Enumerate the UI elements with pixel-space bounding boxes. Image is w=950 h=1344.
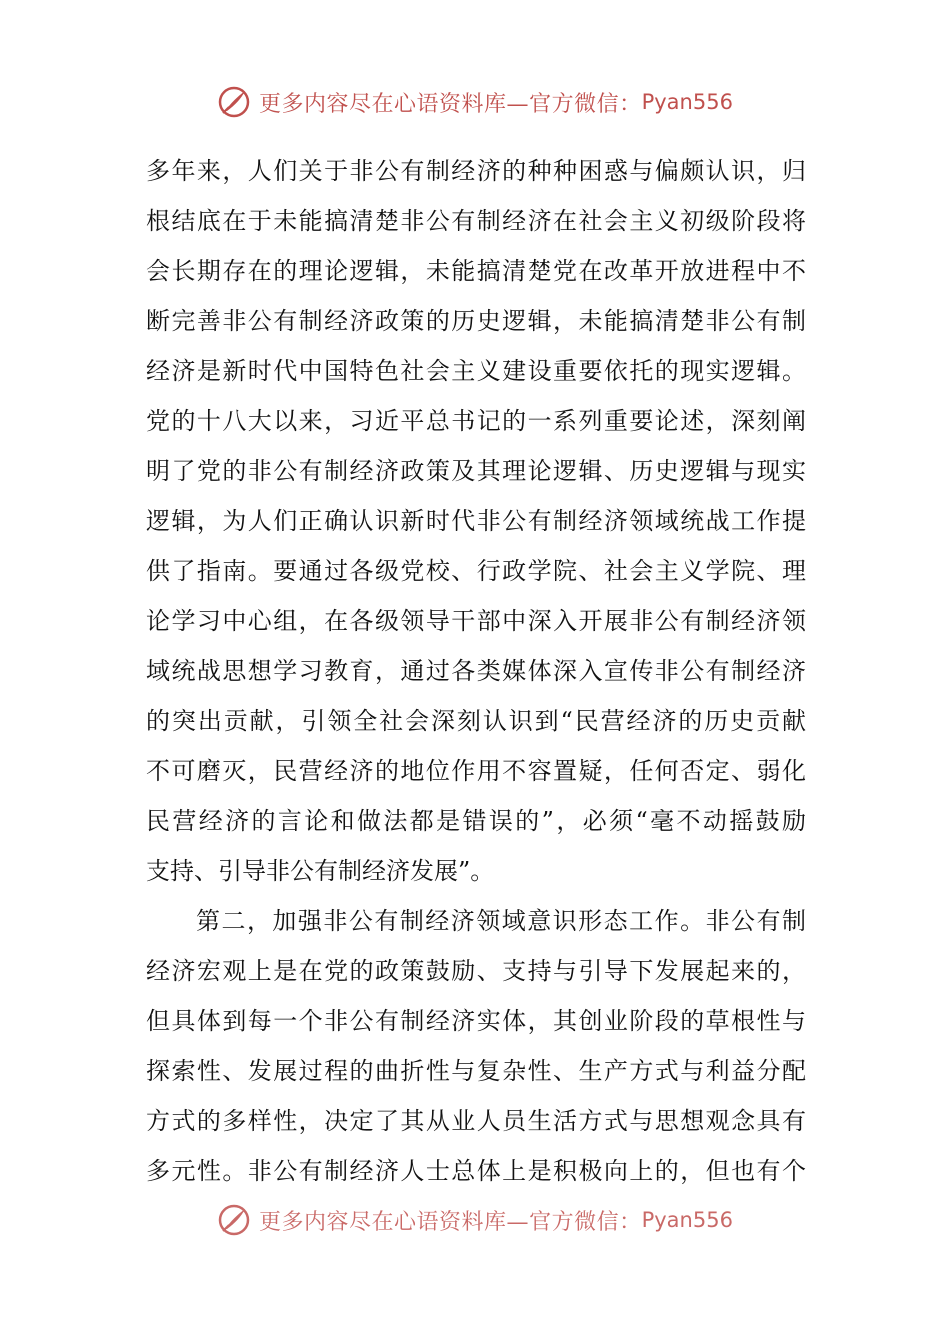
text-line: 经济宏观上是在党的政策鼓励、支持与引导下发展起来的， [146, 957, 806, 985]
text-line: 民营经济的言论和做法都是错误的”，必须“毫不动摇鼓励 [146, 807, 806, 835]
text-line: 多年来，人们关于非公有制经济的种种困惑与偏颇认识，归 [146, 157, 806, 185]
page-header [0, 82, 950, 122]
header-brand-text: 更多内容尽在心语资料库— [259, 91, 530, 117]
text-line: 不可磨灭，民营经济的地位作用不容置疑，任何否定、弱化 [146, 757, 806, 785]
text-line: 但具体到每一个非公有制经济实体，其创业阶段的草根性与 [146, 1007, 806, 1035]
text-line: 明了党的非公有制经济政策及其理论逻辑、历史逻辑与现实 [146, 457, 806, 485]
text-line: 根结底在于未能搞清楚非公有制经济在社会主义初级阶段将 [146, 207, 806, 235]
text-line: 逻辑，为人们正确认识新时代非公有制经济领域统战工作提 [146, 507, 806, 535]
pen-feather-logo-icon [217, 1203, 251, 1237]
paragraph-1 [146, 146, 806, 896]
text-line: 断完善非公有制经济政策的历史逻辑，未能搞清楚非公有制 [146, 307, 806, 335]
footer-brand-text: 更多内容尽在心语资料库— [259, 1209, 530, 1235]
text-line: 论学习中心组，在各级领导干部中深入开展非公有制经济领 [146, 607, 806, 635]
pen-feather-logo-icon [217, 85, 251, 119]
text-line: 的突出贡献，引领全社会深刻认识到“民营经济的历史贡献 [146, 707, 806, 735]
text-line: 会长期存在的理论逻辑，未能搞清楚党在改革开放进程中不 [146, 257, 806, 285]
page-footer [0, 1200, 950, 1240]
document-body [146, 146, 806, 1196]
text-line: 方式的多样性，决定了其从业人员生活方式与思想观念具有 [146, 1107, 806, 1135]
text-line: 域统战思想学习教育，通过各类媒体深入宣传非公有制经济 [146, 657, 806, 685]
text-line: 党的十八大以来，习近平总书记的一系列重要论述，深刻阐 [146, 407, 806, 435]
text-line: 经济是新时代中国特色社会主义建设重要依托的现实逻辑。 [146, 357, 806, 385]
header-wechat-label: 官方微信： [529, 91, 642, 117]
paragraph-2 [146, 896, 806, 1196]
text-line: 探索性、发展过程的曲折性与复杂性、生产方式与利益分配 [146, 1057, 806, 1085]
header-wechat-id: Pyan556 [641, 90, 733, 114]
footer-wechat-label: 官方微信： [529, 1209, 642, 1235]
text-line: 第二，加强非公有制经济领域意识形态工作。非公有制 [196, 907, 806, 935]
text-line: 多元性。非公有制经济人士总体上是积极向上的，但也有个 [146, 1157, 806, 1185]
text-line: 支持、引导非公有制经济发展”。 [146, 857, 495, 885]
text-line: 供了指南。要通过各级党校、行政学院、社会主义学院、理 [146, 557, 806, 585]
footer-wechat-id: Pyan556 [641, 1208, 733, 1232]
